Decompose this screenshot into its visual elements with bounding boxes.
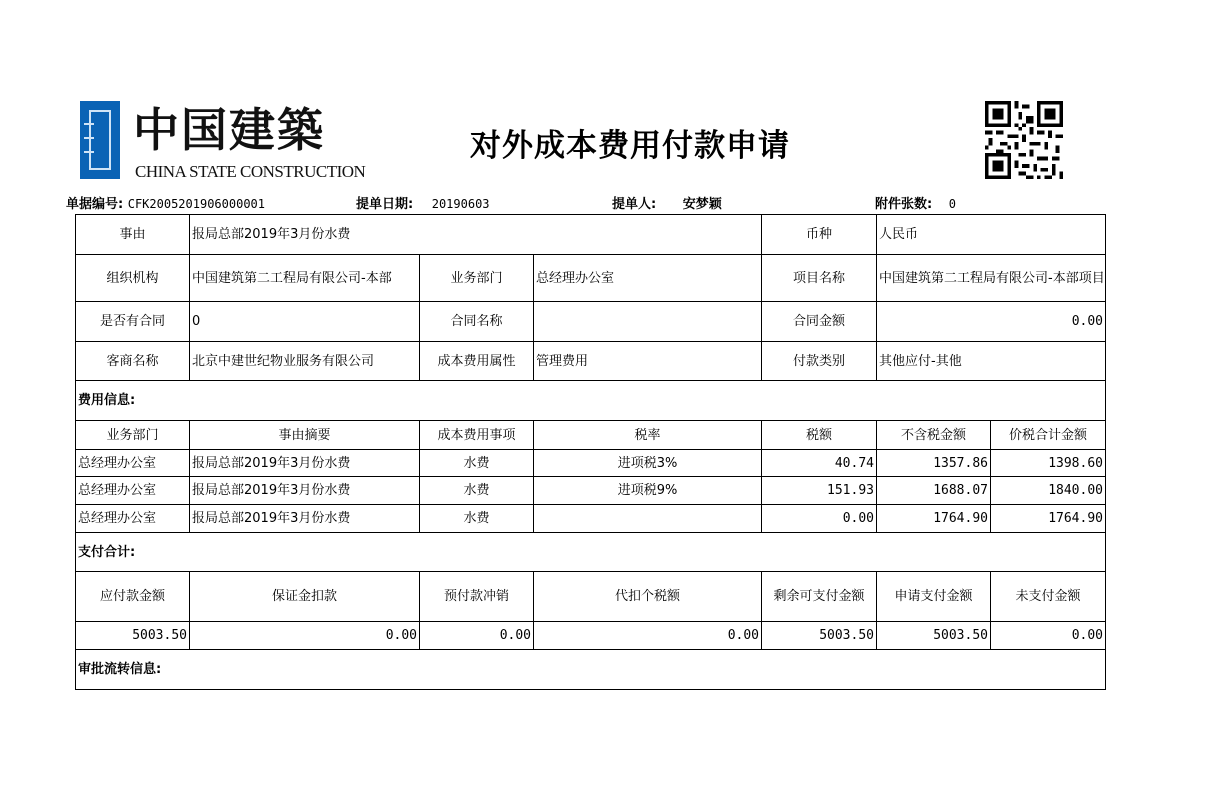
expense-col-header: 业务部门 bbox=[106, 427, 159, 443]
attachment-count-label: 附件张数: bbox=[875, 197, 933, 212]
vendor-label: 客商名称 bbox=[106, 353, 159, 369]
dept-value: 总经理办公室 bbox=[536, 270, 615, 286]
matter-label: 事由 bbox=[119, 227, 146, 242]
payment-col-header: 应付款金额 bbox=[99, 589, 165, 604]
payment-value: 0.00 bbox=[727, 628, 759, 643]
company-logo-cn: 中国建築 bbox=[133, 103, 325, 157]
matter-value: 报局总部2019年3月份水费 bbox=[192, 227, 351, 242]
payment-section-title: 支付合计: bbox=[78, 544, 136, 560]
expense-cell: 1840.00 bbox=[1048, 483, 1103, 498]
doc-number-label: 单据编号: bbox=[66, 197, 124, 212]
company-logo-mark bbox=[80, 101, 120, 179]
payment-col-header: 未支付金额 bbox=[1015, 589, 1081, 604]
payment-request-form bbox=[75, 214, 1106, 690]
payment-col-header: 代扣个税额 bbox=[614, 589, 680, 604]
expense-col-header: 税率 bbox=[634, 427, 661, 443]
expense-col-header: 事由摘要 bbox=[278, 427, 331, 443]
expense-cell: 0.00 bbox=[842, 511, 874, 526]
expense-col-header: 税额 bbox=[805, 427, 832, 443]
expense-cell: 进项税9% bbox=[617, 483, 678, 498]
expense-cell: 1357.86 bbox=[933, 455, 988, 471]
attachment-count-value: 0 bbox=[948, 197, 956, 211]
expense-cell: 总经理办公室 bbox=[78, 455, 157, 471]
pay-type-label: 付款类别 bbox=[792, 353, 845, 369]
currency-label: 币种 bbox=[805, 227, 832, 242]
org-value: 中国建筑第二工程局有限公司-本部 bbox=[192, 270, 392, 286]
expense-cell: 1764.90 bbox=[1048, 511, 1103, 526]
qr-code-icon bbox=[985, 101, 1063, 179]
pay-type-value: 其他应付-其他 bbox=[879, 353, 962, 369]
vendor-value: 北京中建世纪物业服务有限公司 bbox=[192, 353, 375, 369]
expense-cell: 151.93 bbox=[827, 483, 874, 498]
project-label: 项目名称 bbox=[792, 270, 845, 286]
expense-cell: 水费 bbox=[463, 511, 490, 526]
submit-date-value: 20190603 bbox=[431, 197, 490, 211]
org-label: 组织机构 bbox=[106, 270, 159, 286]
expense-cell bbox=[534, 505, 761, 532]
expense-cell: 报局总部2019年3月份水费 bbox=[192, 455, 351, 471]
expense-cell: 1688.07 bbox=[933, 483, 988, 498]
payment-col-header: 剩余可支付金额 bbox=[773, 589, 865, 604]
expense-cell: 1398.60 bbox=[1048, 455, 1103, 471]
expense-section-title: 费用信息: bbox=[78, 393, 136, 408]
payment-value: 0.00 bbox=[499, 628, 531, 643]
expense-col-header: 成本费用事项 bbox=[437, 427, 516, 443]
payment-col-header: 申请支付金额 bbox=[894, 589, 973, 604]
contract-amount-label: 合同金额 bbox=[792, 314, 845, 329]
payment-col-header: 保证金扣款 bbox=[271, 589, 337, 604]
page-title: 对外成本费用付款申请 bbox=[470, 128, 790, 164]
submitter bbox=[612, 193, 722, 212]
approval-section-title: 审批流转信息: bbox=[78, 662, 162, 677]
cost-attr-value: 管理费用 bbox=[536, 353, 589, 369]
expense-cell: 报局总部2019年3月份水费 bbox=[192, 511, 351, 526]
payment-value: 5003.50 bbox=[819, 628, 874, 643]
payment-value: 0.00 bbox=[385, 628, 417, 643]
expense-cell: 水费 bbox=[463, 483, 490, 498]
doc-number-value: CFK2005201906000001 bbox=[127, 197, 266, 211]
contract-name-value bbox=[534, 302, 761, 341]
payment-value: 5003.50 bbox=[933, 628, 988, 643]
payment-col-header: 预付款冲销 bbox=[443, 589, 509, 604]
dept-label: 业务部门 bbox=[450, 270, 503, 286]
contract-amount-value: 0.00 bbox=[1071, 314, 1103, 329]
cost-attr-label: 成本费用属性 bbox=[437, 353, 516, 369]
has-contract-label: 是否有合同 bbox=[99, 314, 165, 329]
doc-number bbox=[66, 193, 265, 212]
expense-cell: 水费 bbox=[463, 455, 490, 471]
company-logo-en: CHINA STATE CONSTRUCTION bbox=[135, 162, 366, 181]
submitter-value: 安梦颖 bbox=[682, 197, 722, 212]
has-contract-value: 0 bbox=[192, 314, 201, 329]
project-value: 中国建筑第二工程局有限公司-本部项目 bbox=[879, 270, 1105, 286]
expense-cell: 报局总部2019年3月份水费 bbox=[192, 483, 351, 498]
payment-value: 5003.50 bbox=[132, 628, 187, 643]
currency-value: 人民币 bbox=[879, 227, 919, 242]
submitter-label: 提单人: bbox=[612, 197, 657, 212]
contract-name-label: 合同名称 bbox=[450, 314, 503, 329]
expense-cell: 总经理办公室 bbox=[78, 511, 157, 526]
submit-date-label: 提单日期: bbox=[356, 197, 414, 212]
expense-cell: 1764.90 bbox=[933, 511, 988, 526]
expense-col-header: 价税合计金额 bbox=[1008, 427, 1087, 443]
expense-cell: 40.74 bbox=[834, 455, 874, 471]
expense-cell: 进项税3% bbox=[617, 455, 678, 471]
attachment-count bbox=[875, 193, 956, 212]
expense-cell: 总经理办公室 bbox=[78, 483, 157, 498]
submit-date bbox=[356, 193, 490, 212]
payment-value: 0.00 bbox=[1071, 628, 1103, 643]
expense-col-header: 不含税金额 bbox=[900, 427, 966, 443]
